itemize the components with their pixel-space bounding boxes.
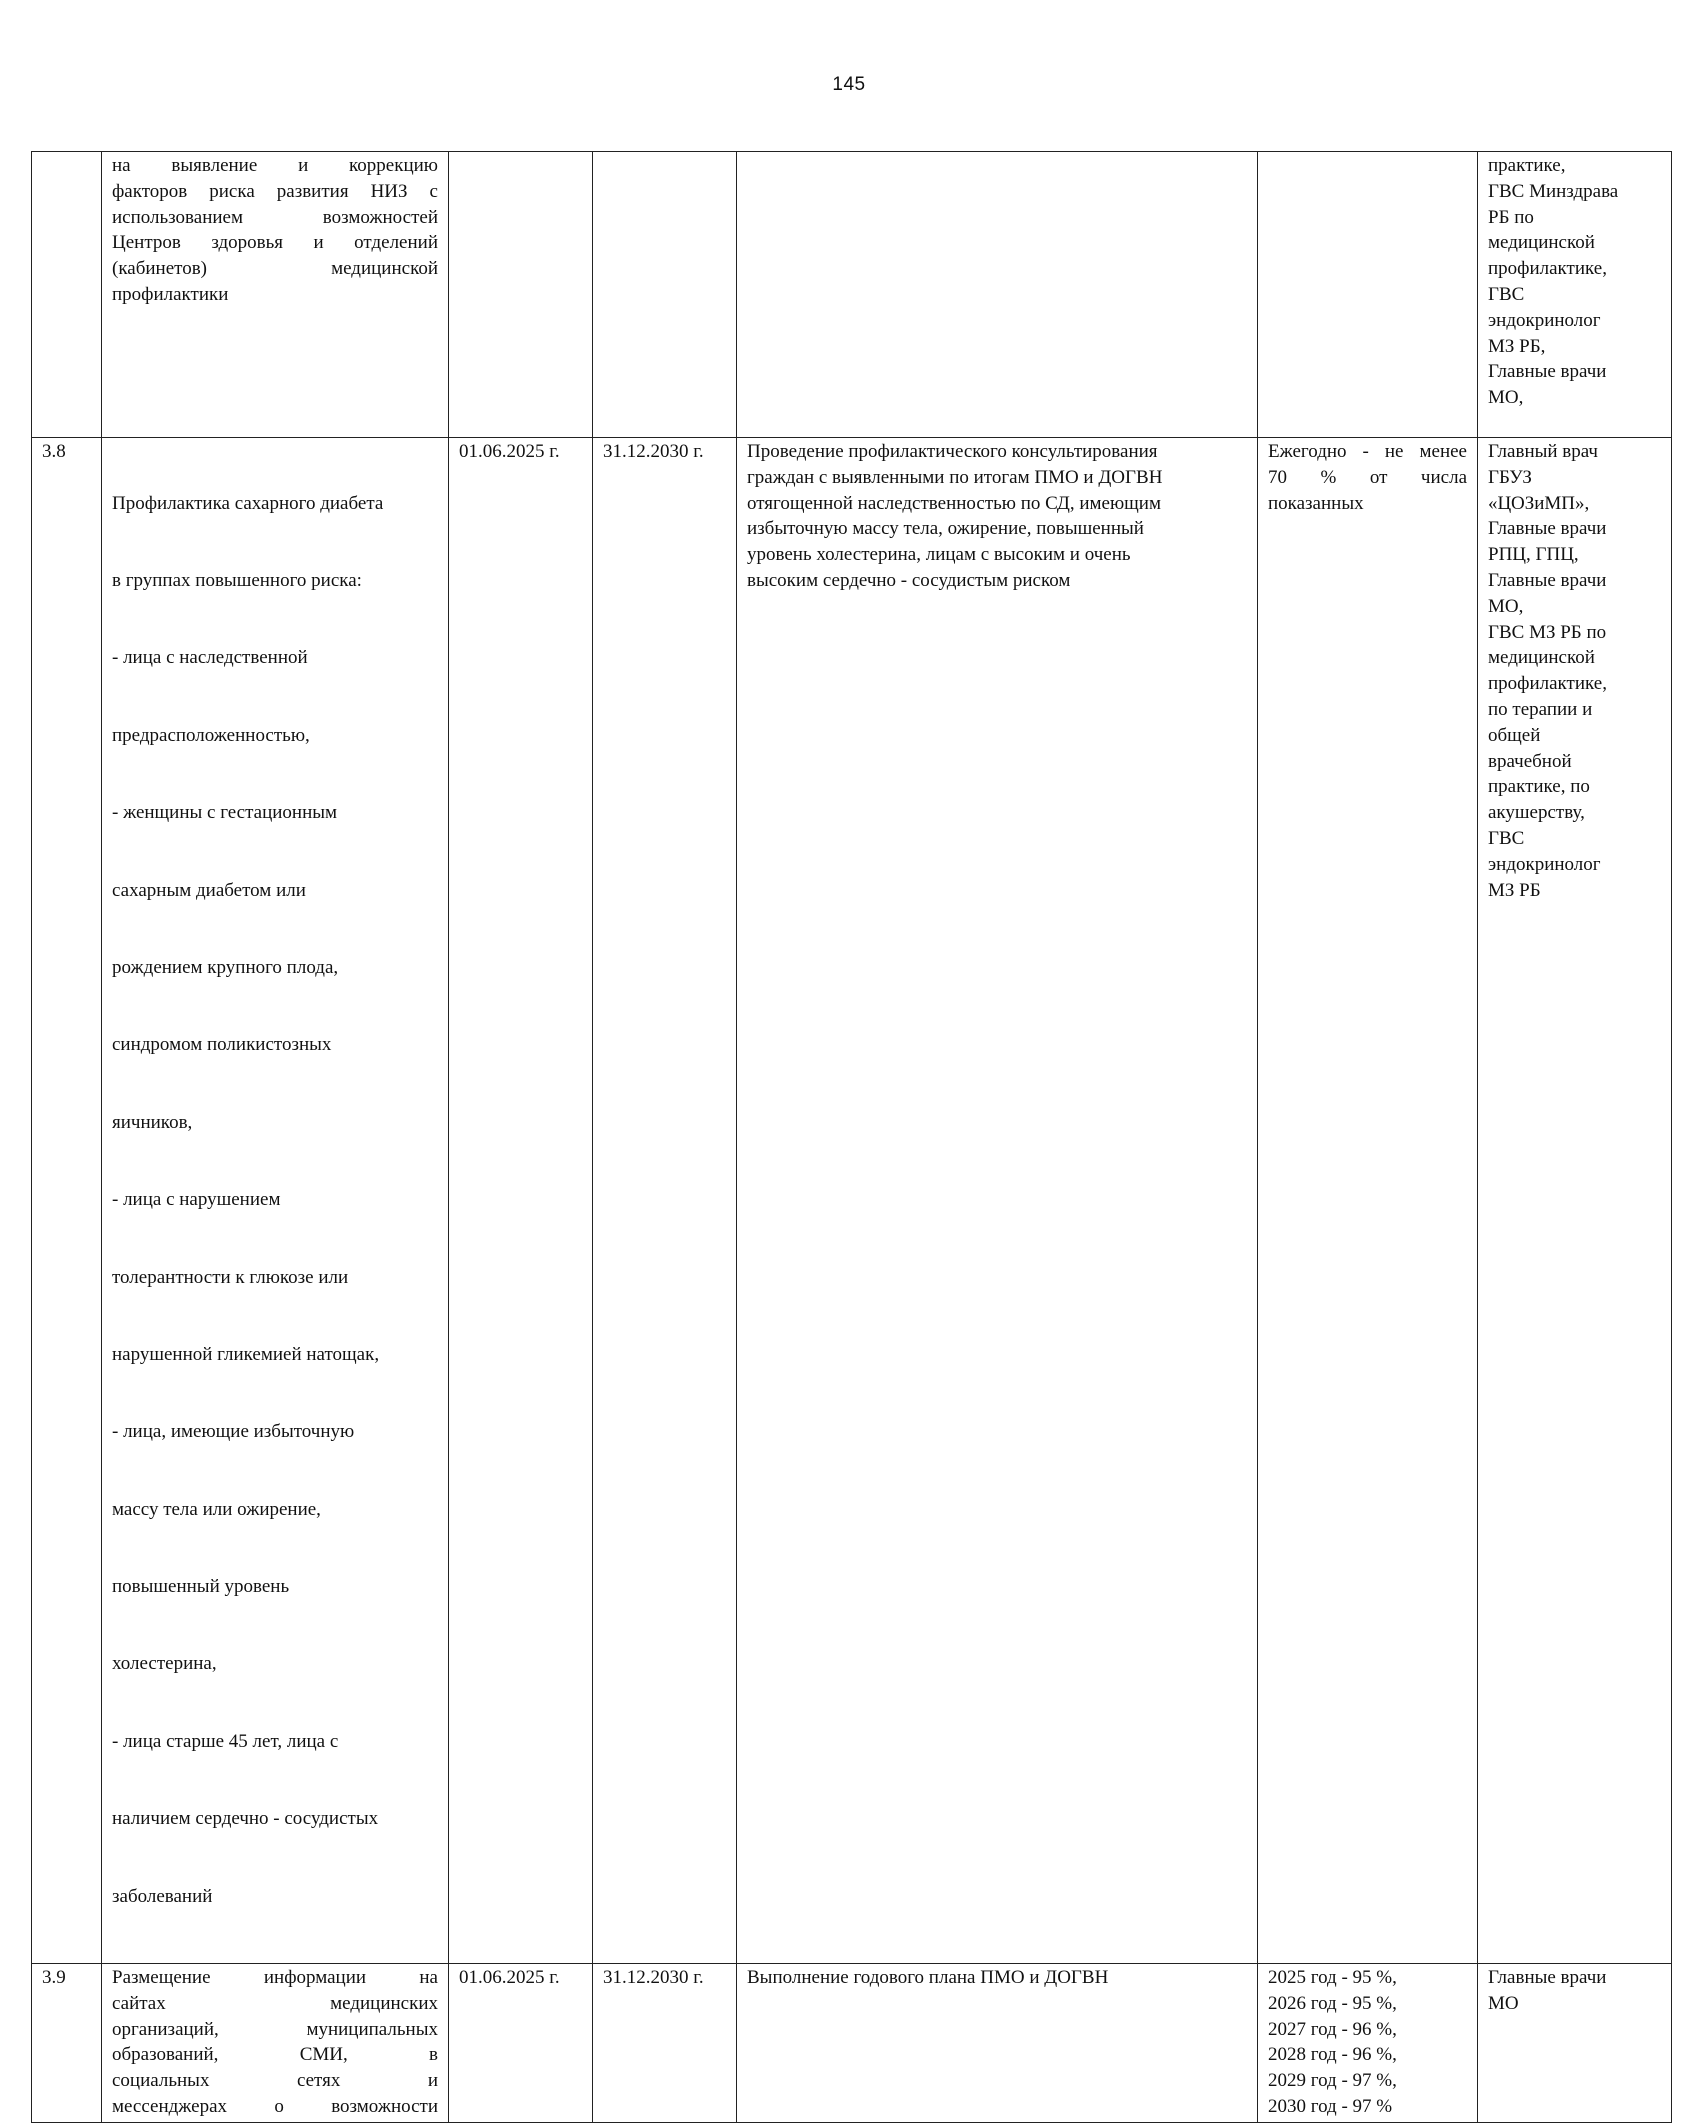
start-date-cell: 01.06.2025 г.	[449, 438, 593, 1964]
responsible-line: Главные врачи	[1488, 1967, 1607, 1989]
activity-line: Центров здоровья и отделений	[112, 232, 438, 254]
activity-line: сайтах медицинских	[112, 1992, 438, 2014]
activity-line: на выявление и коррекцию	[112, 155, 438, 176]
activity-line: массу тела или ожирение,	[112, 1498, 321, 1520]
responsible-line: профилактике,	[1488, 258, 1607, 280]
target-line: 2028 год - 96 %,	[1268, 2044, 1397, 2066]
table-row	[32, 152, 1672, 438]
responsible-line: ГВС МЗ РБ по	[1488, 621, 1607, 643]
responsible-line: МО,	[1488, 595, 1524, 617]
responsible-line: РПЦ, ГПЦ,	[1488, 544, 1579, 566]
row-number-cell: 3.9	[32, 1964, 102, 2123]
activity-line: - лица с наследственной	[112, 647, 308, 669]
responsible-line: Главный врач	[1488, 441, 1598, 462]
measures-table	[31, 151, 1672, 2123]
target-line: Ежегодно - не менее	[1268, 441, 1467, 462]
responsible-cell	[1478, 1964, 1672, 2123]
target-line: показанных	[1268, 492, 1364, 514]
target-line: 2026 год - 95 %,	[1268, 1992, 1397, 2014]
activity-line: предрасположенностью,	[112, 724, 310, 746]
responsible-line: врачебной	[1488, 750, 1572, 772]
activity-line: сахарным диабетом или	[112, 879, 306, 901]
activity-line: рождением крупного плода,	[112, 956, 339, 978]
target-cell	[1258, 438, 1478, 1964]
indicator-cell	[737, 152, 1258, 438]
activity-line: - лица, имеющие избыточную	[112, 1421, 355, 1443]
responsible-cell	[1478, 438, 1672, 1964]
responsible-line: МЗ РБ	[1488, 879, 1541, 901]
page-number: 145	[832, 74, 866, 95]
end-date-cell: 31.12.2030 г.	[593, 438, 737, 1964]
indicator-line: избыточную массу тела, ожирение, повышенный	[747, 518, 1144, 540]
responsible-line: по терапии и	[1488, 698, 1593, 720]
activity-line: факторов риска развития НИЗ с	[112, 180, 438, 202]
start-date-cell: 01.06.2025 г.	[449, 1964, 593, 2123]
activity-cell	[102, 1964, 449, 2123]
responsible-line: эндокринолог	[1488, 853, 1601, 875]
target-line: 70 % от числа	[1268, 466, 1467, 488]
responsible-line: Главные врачи	[1488, 569, 1607, 591]
start-date-cell	[449, 152, 593, 438]
activity-line: мессенджерах о возможности	[112, 2096, 438, 2117]
row-number-cell: 3.8	[32, 438, 102, 1964]
activity-line: (кабинетов) медицинской	[112, 258, 438, 280]
indicator-line: граждан с выявленными по итогам ПМО и ДОГВН	[747, 466, 1163, 488]
end-date-cell: 31.12.2030 г.	[593, 1964, 737, 2123]
activity-line: организаций, муниципальных	[112, 2018, 438, 2040]
activity-line: в группах повышенного риска:	[112, 569, 362, 591]
responsible-line: Главные врачи	[1488, 361, 1607, 383]
responsible-line: медицинской	[1488, 647, 1595, 669]
indicator-cell	[737, 1964, 1258, 2123]
responsible-line: профилактике,	[1488, 673, 1607, 695]
indicator-line: высоким сердечно - сосудистым риском	[747, 569, 1071, 591]
activity-cell	[102, 438, 449, 1964]
target-line: 2027 год - 96 %,	[1268, 2018, 1397, 2040]
indicator-line: уровень холестерина, лицам с высоким и очень	[747, 544, 1131, 566]
activity-line: нарушенной гликемией натощак,	[112, 1343, 380, 1365]
responsible-line: ГВС	[1488, 283, 1525, 305]
activity-line: использованием возможностей	[112, 206, 438, 228]
table-row	[32, 438, 1672, 1964]
activity-line: социальных сетях и	[112, 2070, 438, 2092]
activity-line: образований, СМИ, в	[112, 2044, 438, 2066]
indicator-line: Выполнение годового плана ПМО и ДОГВН	[747, 1967, 1109, 1989]
indicator-line: отягощенной наследственностью по СД, имеющим	[747, 492, 1161, 514]
responsible-line: ГВС	[1488, 827, 1525, 849]
target-cell	[1258, 1964, 1478, 2123]
activity-line: синдромом поликистозных	[112, 1034, 332, 1056]
activity-line: яичников,	[112, 1111, 193, 1133]
responsible-line: РБ по	[1488, 206, 1534, 228]
activity-line: Профилактика сахарного диабета	[112, 492, 384, 514]
activity-cell	[102, 152, 449, 438]
activity-line: наличием сердечно - сосудистых	[112, 1808, 379, 1830]
responsible-line: медицинской	[1488, 232, 1595, 254]
target-line: 2029 год - 97 %,	[1268, 2070, 1397, 2092]
responsible-line: МО	[1488, 1992, 1519, 2014]
responsible-line: практике, по	[1488, 776, 1590, 798]
responsible-line: общей	[1488, 724, 1541, 746]
target-line: 2025 год - 95 %,	[1268, 1967, 1397, 1989]
activity-line: толерантности к глюкозе или	[112, 1266, 349, 1288]
responsible-line: МЗ РБ,	[1488, 335, 1546, 357]
indicator-cell	[737, 438, 1258, 1964]
responsible-line: ГБУЗ	[1488, 466, 1532, 488]
activity-line: холестерина,	[112, 1653, 217, 1675]
activity-line: - лица с нарушением	[112, 1189, 281, 1211]
responsible-line: «ЦОЗиМП»,	[1488, 492, 1590, 514]
table-row	[32, 1964, 1672, 2123]
responsible-line: акушерству,	[1488, 802, 1585, 824]
responsible-line: ГВС Минздрава	[1488, 180, 1619, 202]
activity-line: Размещение информации на	[112, 1967, 438, 1989]
activity-line: - лица старше 45 лет, лица с	[112, 1730, 339, 1752]
activity-line: профилактики	[112, 283, 229, 305]
responsible-line: МО,	[1488, 387, 1524, 409]
responsible-line: эндокринолог	[1488, 309, 1601, 331]
activity-line: заболеваний	[112, 1885, 213, 1907]
end-date-cell	[593, 152, 737, 438]
responsible-cell	[1478, 152, 1672, 438]
responsible-line: Главные врачи	[1488, 518, 1607, 540]
responsible-line: практике,	[1488, 155, 1566, 176]
activity-line: - женщины с гестационным	[112, 802, 338, 824]
target-cell	[1258, 152, 1478, 438]
activity-line: повышенный уровень	[112, 1576, 290, 1598]
row-number-cell	[32, 152, 102, 438]
target-line: 2030 год - 97 %	[1268, 2096, 1393, 2117]
indicator-line: Проведение профилактического консультирования	[747, 441, 1158, 462]
